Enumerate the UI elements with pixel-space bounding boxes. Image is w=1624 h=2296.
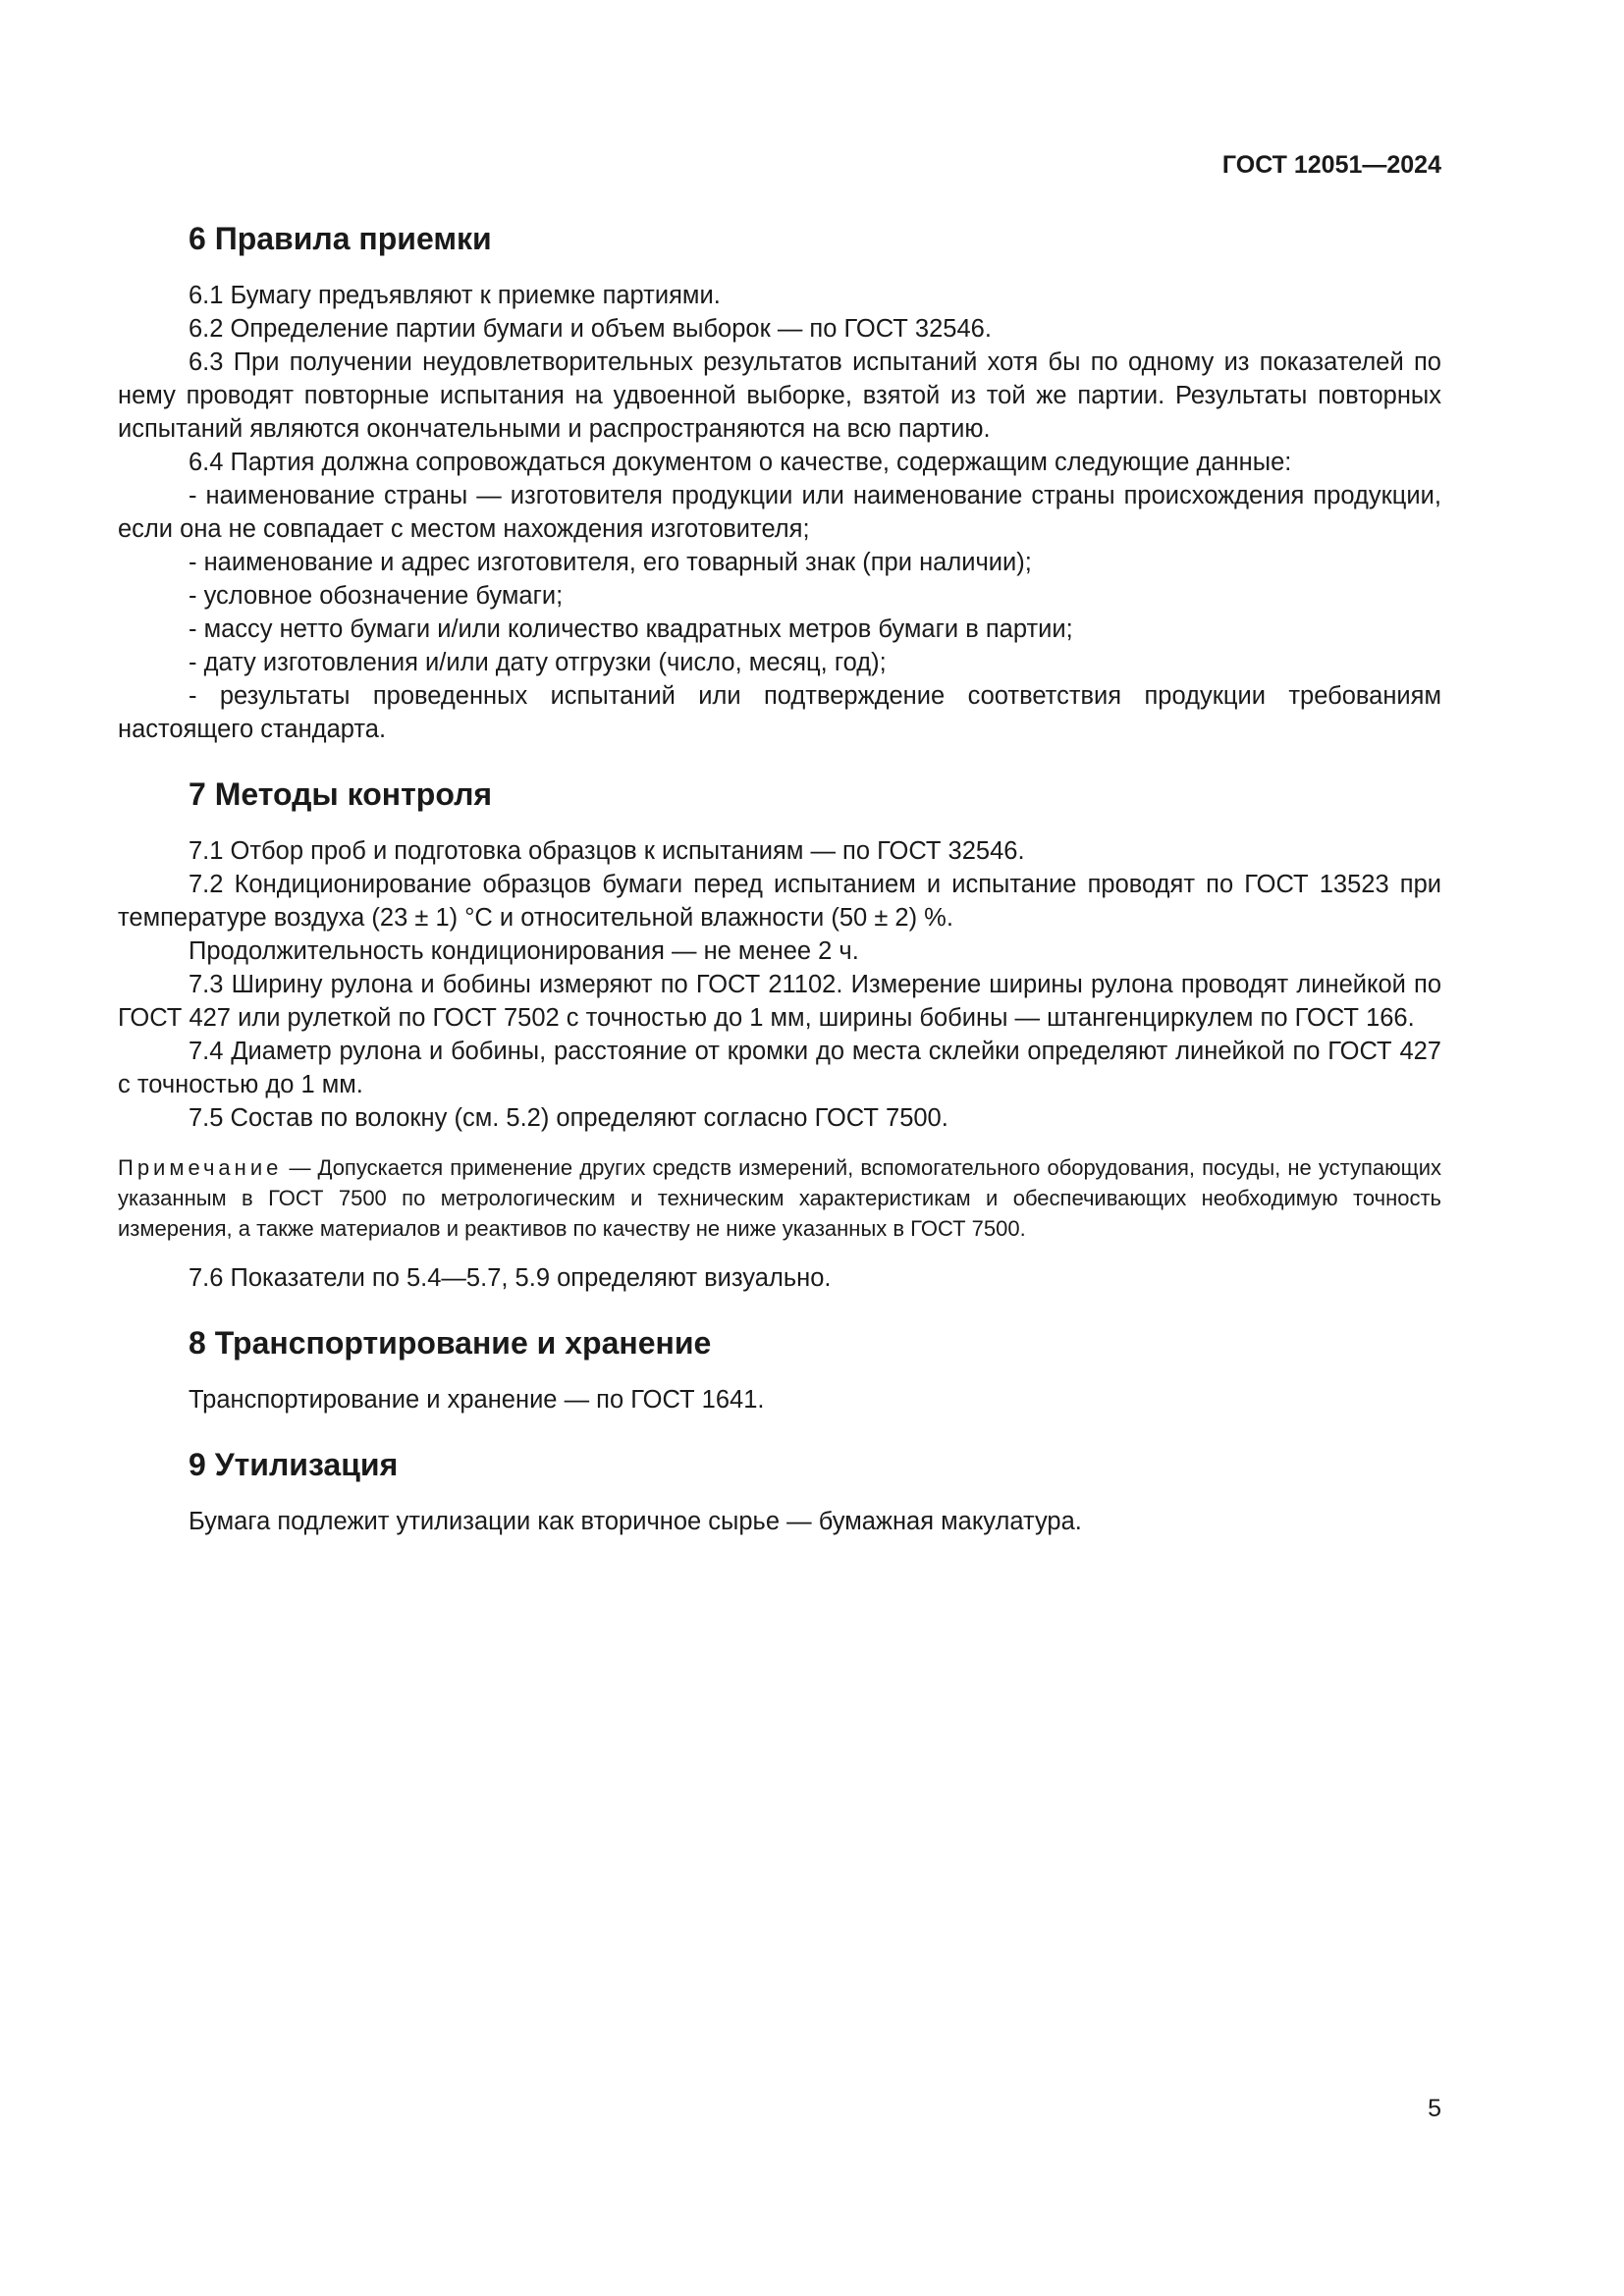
- list-item: - дату изготовления и/или дату отгрузки (число, месяц, год);: [189, 649, 887, 676]
- para-6-1: 6.1 Бумагу предъявляют к приемке партиями.: [189, 282, 721, 309]
- note-text: — Допускается применение других средств измерений, вспомогательного оборудования, посуды, не уступающих указанным в ГОСТ 7500 по метрологическим и техническим характеристикам и обеспечивающих необходимую точность измерения, а также материалов и реактивов по качеству не ниже указанных в ГОСТ 7500.: [118, 1155, 1441, 1241]
- section-9: [118, 1444, 1441, 1538]
- page-number: 5: [1428, 2095, 1441, 2122]
- para-7-2-duration: Продолжительность кондиционирования — не менее 2 ч.: [189, 937, 859, 965]
- section-8: [118, 1322, 1441, 1416]
- section-8-title: 8 Транспортирование и хранение: [189, 1325, 712, 1361]
- list-item: - массу нетто бумаги и/или количество квадратных метров бумаги в партии;: [189, 615, 1073, 643]
- para-7-1: 7.1 Отбор проб и подготовка образцов к испытаниям — по ГОСТ 32546.: [189, 837, 1025, 865]
- para-6-4: 6.4 Партия должна сопровождаться документом о качестве, содержащим следующие данные:: [189, 449, 1292, 476]
- list-item: - наименование и адрес изготовителя, его товарный знак (при наличии);: [189, 549, 1032, 576]
- section-6-title: 6 Правила приемки: [189, 221, 492, 256]
- list-item: - результаты проведенных испытаний или подтверждение соответствия продукции требованиям настоящего стандарта.: [118, 682, 1441, 743]
- section-7-title: 7 Методы контроля: [189, 776, 493, 812]
- para-7-2: 7.2 Кондиционирование образцов бумаги перед испытанием и испытание проводят по ГОСТ 13523 при температуре воздуха (23 ± 1) °С и относительной влажности (50 ± 2) %.: [118, 871, 1441, 932]
- para-6-2: 6.2 Определение партии бумаги и объем выборок — по ГОСТ 32546.: [189, 315, 992, 343]
- para-7-6: 7.6 Показатели по 5.4—5.7, 5.9 определяют визуально.: [189, 1264, 832, 1292]
- section-9-title: 9 Утилизация: [189, 1447, 399, 1482]
- para-6-3: 6.3 При получении неудовлетворительных результатов испытаний хотя бы по одному из показателей по нему проводят повторные испытания на удвоенной выборке, взятой из той же партии. Результаты повторных испытаний являются окончательными и распространяются на всю партию.: [118, 348, 1441, 443]
- note-label: Примечание: [118, 1155, 283, 1180]
- para-9-1: Бумага подлежит утилизации как вторичное сырье — бумажная макулатура.: [189, 1508, 1082, 1535]
- document-id: ГОСТ 12051—2024: [1221, 151, 1441, 179]
- para-7-5: 7.5 Состав по волокну (см. 5.2) определяют согласно ГОСТ 7500.: [189, 1104, 948, 1132]
- para-7-4: 7.4 Диаметр рулона и бобины, расстояние от кромки до места склейки определяют линейкой по ГОСТ 427 с точностью до 1 мм.: [118, 1038, 1441, 1098]
- section-7: [118, 774, 1441, 1295]
- list-item: - условное обозначение бумаги;: [189, 582, 564, 610]
- section-6: [118, 218, 1441, 746]
- para-7-3: 7.3 Ширину рулона и бобины измеряют по ГОСТ 21102. Измерение ширины рулона проводят линейкой по ГОСТ 427 или рулеткой по ГОСТ 7502 с точностью до 1 мм, ширины бобины — штангенциркулем по ГОСТ 166.: [118, 971, 1441, 1032]
- note: [118, 1152, 1441, 1244]
- list-item: - наименование страны — изготовителя продукции или наименование страны происхождения продукции, если она не совпадает с местом нахождения изготовителя;: [118, 482, 1441, 543]
- document-body: [118, 218, 1441, 1566]
- para-8-1: Транспортирование и хранение — по ГОСТ 1641.: [189, 1386, 765, 1414]
